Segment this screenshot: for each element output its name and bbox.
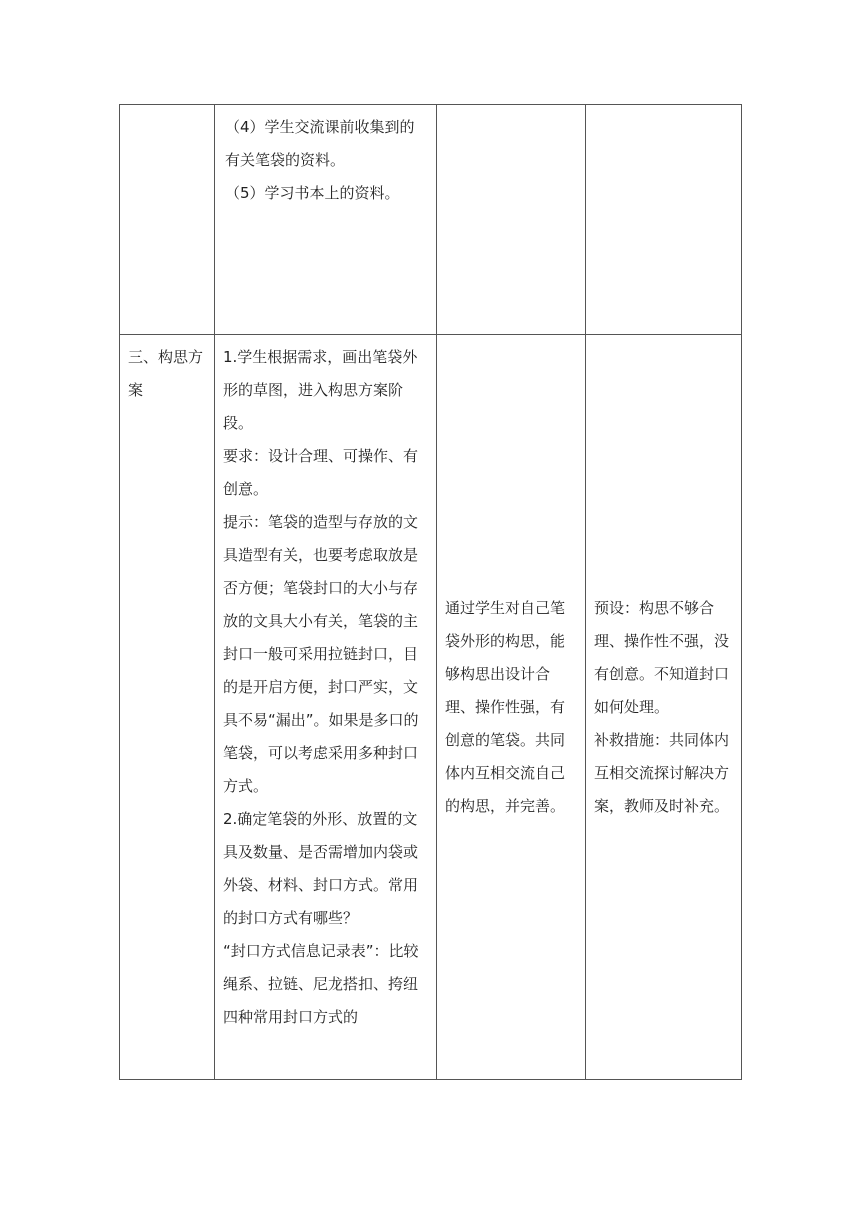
activity-paragraph: 提示：笔袋的造型与存放的文具造型有关，也要考虑取放是否方便；笔袋封口的大小与存放的文具大小有关，笔袋的主封口一般可采用拉链封口，目的是开启方便，封口严实，文具不易“漏出”。如果是多口的笔袋，可以考虑采用多种封口方式。 — [223, 513, 419, 795]
lesson-plan-table — [119, 104, 742, 1080]
activity-paragraph: 要求：设计合理、可操作、有创意。 — [223, 447, 419, 498]
activity-cell — [215, 335, 437, 1080]
note-paragraph: 预设：构思不够合理、操作性不强，没有创意。不知道封口如何处理。 — [594, 598, 730, 716]
activity-paragraph: （5）学习书本上的资料。 — [225, 184, 400, 202]
table-row — [120, 105, 742, 335]
purpose-text: 通过学生对自己笔袋外形的构思，能够构思出设计合理、操作性强，有创意的笔袋。共同体内互相交流自己的构思，并完善。 — [445, 598, 566, 815]
note-cell — [586, 335, 742, 1080]
activity-paragraph: 2.确定笔袋的外形、放置的文具及数量、是否需增加内袋或外袋、材料、封口方式。常用的封口方式有哪些？ — [223, 810, 419, 927]
note-cell — [586, 105, 742, 335]
activity-paragraph: “封口方式信息记录表”：比较绳系、拉链、尼龙搭扣、挎纽四种常用封口方式的 — [223, 942, 419, 1026]
section-cell — [120, 335, 215, 1080]
section-title: 三、构思方案 — [128, 348, 204, 399]
activity-cell — [215, 105, 437, 335]
purpose-cell — [437, 335, 586, 1080]
purpose-cell — [437, 105, 586, 335]
activity-paragraph: （4）学生交流课前收集到的有关笔袋的资料。 — [225, 118, 415, 169]
section-cell — [120, 105, 215, 335]
table-row — [120, 335, 742, 1080]
note-paragraph: 补救措施：共同体内互相交流探讨解决方案，教师及时补充。 — [594, 730, 730, 815]
activity-paragraph: 1.学生根据需求，画出笔袋外形的草图，进入构思方案阶段。 — [223, 348, 418, 432]
